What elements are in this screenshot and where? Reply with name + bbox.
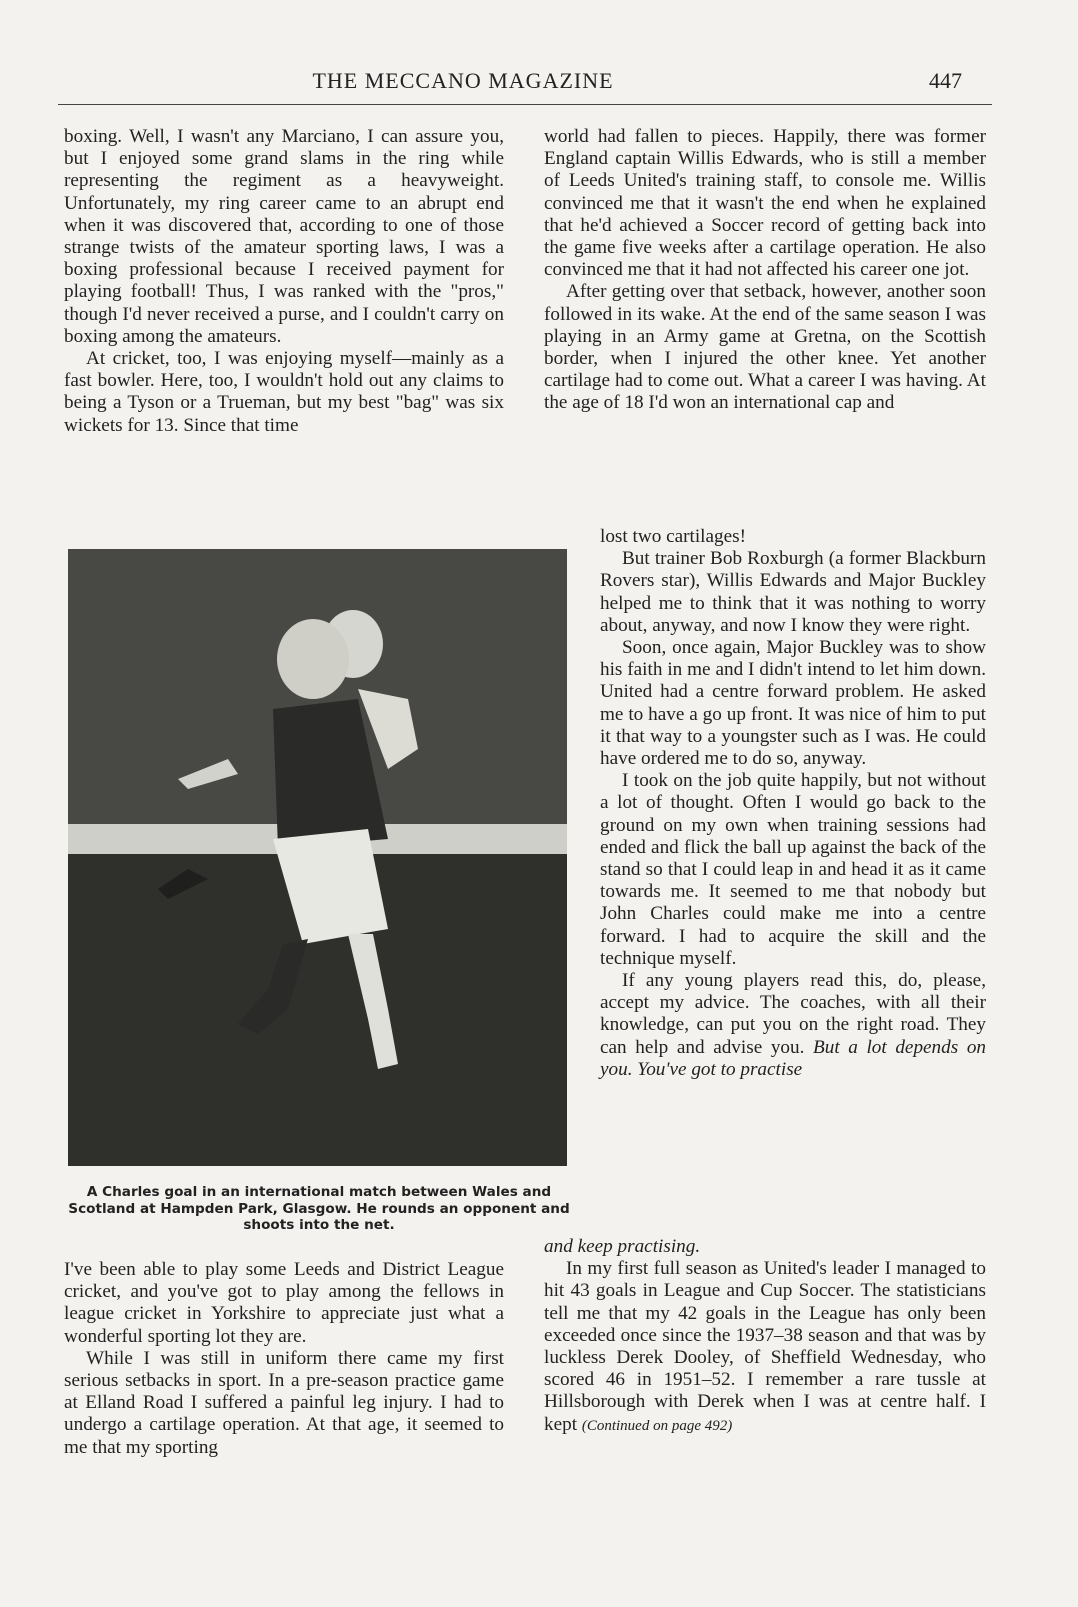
paragraph: I took on the job quite happily, but not without a lot of thought. Often I would go back to the ground on my own when training sessions had ended and flick the ball up against the back of the stand so that I could leap in and head it as it came towards me. It seemed to me that nobody but John Charles could make me into a centre forward. I had to acquire the skill and the technique myself. <box>600 770 986 969</box>
paragraph: lost two cartilages! <box>600 526 746 547</box>
left-column-top <box>64 126 504 437</box>
page-number: 447 <box>929 68 962 93</box>
paragraph: While I was still in uniform there came my first serious setbacks in sport. In a pre-season practice game at Elland Road I suffered a painful leg injury. I had to undergo a cartilage operation. At that age, it seemed to me that my sporting <box>64 1347 504 1458</box>
paragraph-text: If any young players read this, do, please, accept my advice. The coaches, with all their knowledge, can put you on the right road. They can help and advise you. <box>600 970 986 1058</box>
football-photo <box>68 549 567 1166</box>
paragraph: After getting over that setback, however, another soon followed in its wake. At the end of the same season I was playing in an Army game at Gretna, on the Scottish border, when I injured the other knee. Yet another cartilage had to come out. What a career I was having. At the age of 18 I'd won an international cap and <box>544 281 986 414</box>
photo-caption: A Charles goal in an international match between Wales and Scotland at Hampden Park, Glasgow. He rounds an opponent and shoots into the net. <box>68 1184 570 1233</box>
paragraph: I've been able to play some Leeds and District League cricket, and you've got to play among the fellows in league cricket in Yorkshire to appreciate just what a wonderful sporting lot they are. <box>64 1259 504 1347</box>
paragraph: But trainer Bob Roxburgh (a former Blackburn Rovers star), Willis Edwards and Major Buckley helped me to think that it was nothing to worry about, anyway, and now I know they were right. <box>600 548 986 636</box>
magazine-title: THE MECCANO MAGAZINE <box>312 68 614 93</box>
right-column-bottom <box>544 1236 986 1437</box>
right-column-narrow <box>600 526 986 1081</box>
paragraph: boxing. Well, I wasn't any Marciano, I can assure you, but I enjoyed some grand slams in the ring while representing the regiment as a heavyweight. Unfortunately, my ring career came to an abrupt end when it was discovered that, according to one of those strange twists of the amateur sporting laws, I was a boxing professional because I received payment for playing football! Thus, I was ranked with the "pros," though I'd never received a purse, and I couldn't carry on boxing among the amateurs. <box>64 126 504 347</box>
photo-illustration <box>68 549 567 1166</box>
continued-note: (Continued on page 492) <box>581 1417 733 1434</box>
paragraph: At cricket, too, I was enjoying myself—mainly as a fast bowler. Here, too, I wouldn't hold out any claims to being a Tyson or a Trueman, but my best "bag" was six wickets for 13. Since that time <box>64 348 504 436</box>
left-column-bottom <box>64 1259 504 1459</box>
paragraph <box>600 970 986 1081</box>
right-column-top <box>544 126 986 415</box>
paragraph <box>544 1236 986 1258</box>
paragraph <box>544 1258 986 1437</box>
italic-text: But a lot depends on you. You've got to practise <box>600 1036 987 1080</box>
paragraph: Soon, once again, Major Buckley was to show his faith in me and I didn't intend to let him down. United had a centre forward problem. He asked me to have a go up front. It was nice of him to put it that way to a youngster such as I was. He could have ordered me to do so, anyway. <box>600 637 986 770</box>
paragraph: world had fallen to pieces. Happily, there was former England captain Willis Edwards, who is still a member of Leeds United's training staff, to console me. Willis convinced me that it wasn't the end when he explained that he'd achieved a Soccer record of getting back into the game five weeks after a cartilage operation. He also convinced me that it had not affected his career one jot. <box>544 126 986 281</box>
page-header <box>58 64 992 105</box>
italic-text: and keep practising. <box>544 1236 701 1257</box>
paragraph-text: In my first full season as United's leader I managed to hit 43 goals in League and Cup Soccer. The statisticians tell me that my 42 goals in the League has only been exceeded once since the 1937–38 season and that was by luckless Derek Dooley, of Sheffield Wednesday, who scored 46 in 1951–52. I remember a rare tussle at Hillsborough with Derek when I was at centre half. I kept <box>544 1258 986 1435</box>
